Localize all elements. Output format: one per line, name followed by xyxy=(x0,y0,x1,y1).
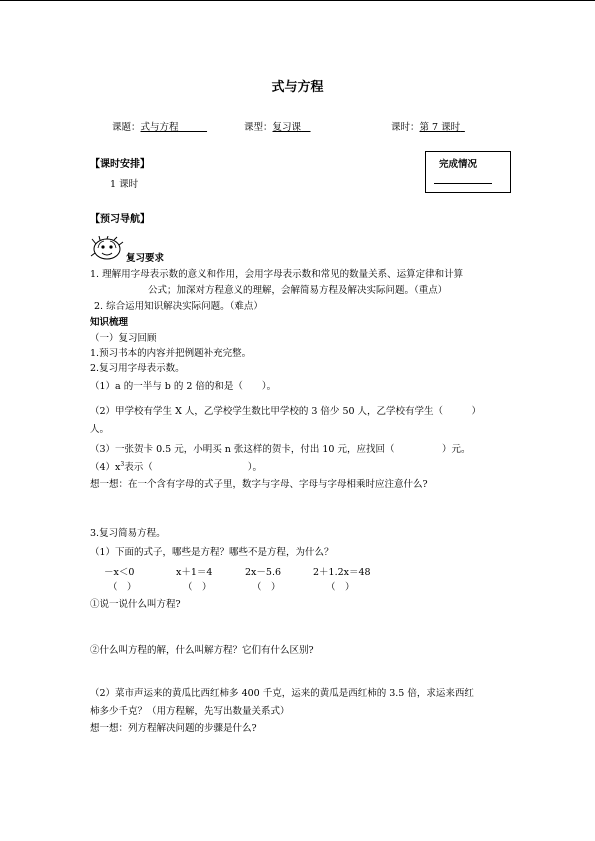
schedule-heading: 【课时安排】 xyxy=(90,159,150,170)
think-2: 想一想：列方程解决问题的步骤是什么? xyxy=(90,723,257,734)
question-2-line-1: （2）甲学校有学生 X 人，乙学校学生数比甲学校的 3 倍少 50 人，乙学校有学生（ ） xyxy=(90,406,482,417)
completion-box xyxy=(425,151,511,193)
type-field xyxy=(244,123,311,133)
type-value: 复习课 xyxy=(272,122,302,133)
circle-question-1: ①说一说什么叫方程? xyxy=(90,599,181,610)
question-4-prefix: （4）x xyxy=(90,462,121,473)
equation-4-answer: （ ） xyxy=(326,582,355,593)
question-2-line-2: 人。 xyxy=(90,424,110,435)
requirement-1-line-2: 公式；加深对方程意义的理解，会解简易方程及解决实际问题。（重点） xyxy=(148,285,448,296)
period-underline xyxy=(460,122,465,133)
top-rule xyxy=(0,0,595,1)
review-item-1: 1.预习书本的内容并把例题补充完整。 xyxy=(90,348,252,359)
schedule-value: 1 课时 xyxy=(110,179,139,190)
question-4 xyxy=(90,463,262,473)
problem-2-line-2: 柿多少千克？（用方程解，先写出数量关系式） xyxy=(90,706,290,717)
equation-2-answer: （ ） xyxy=(183,582,212,593)
mascot-icon xyxy=(90,236,124,262)
circle-question-2: ②什么叫方程的解，什么叫解方程？它们有什么区别? xyxy=(90,645,314,656)
equation-1-answer: （ ） xyxy=(108,582,137,593)
equation-1: －x＜0 xyxy=(104,567,135,578)
type-label: 课型： xyxy=(244,122,273,133)
period-value: 第 7 课时 xyxy=(419,122,461,133)
equation-3-answer: （ ） xyxy=(252,582,281,593)
type-underline xyxy=(301,122,311,133)
period-field xyxy=(391,123,465,133)
period-label: 课时： xyxy=(391,122,420,133)
requirements-title: 复习要求 xyxy=(126,253,165,264)
question-3: （3）一张贺卡 0.5 元，小明买 n 张这样的贺卡，付出 10 元，应找回（ ）元。 xyxy=(90,444,471,455)
review-item-2: 2.复习用字母表示数。 xyxy=(90,363,185,374)
knowledge-heading: 知识梳理 xyxy=(90,317,129,328)
subject-value: 式与方程 xyxy=(140,122,179,133)
question-1: （1）a 的一半与 b 的 2 倍的和是（ ）。 xyxy=(90,381,277,392)
page-title: 式与方程 xyxy=(271,80,324,95)
requirement-2: 2. 综合运用知识解决实际问题。（难点） xyxy=(94,301,263,312)
equation-2: x＋1＝4 xyxy=(176,567,213,578)
subject-label: 课题： xyxy=(112,122,141,133)
think-1: 想一想：在一个含有字母的式子里，数字与字母、字母与字母相乘时应注意什么? xyxy=(90,479,428,490)
subject-underline xyxy=(179,122,208,133)
review-item-3: 3.复习简易方程。 xyxy=(90,528,166,539)
question-4-suffix: 表示（ ）。 xyxy=(124,462,262,473)
equation-question: （1）下面的式子，哪些是方程？哪些不是方程，为什么？ xyxy=(90,547,334,558)
requirement-1-line-1: 1. 理解用字母表示数的意义和作用，会用字母表示数和常见的数量关系、运算定律和计算 xyxy=(90,269,464,280)
question-4-exponent: 3 xyxy=(120,461,125,468)
completion-blank xyxy=(434,183,492,184)
problem-2-line-1: （2）菜市声运来的黄瓜比西红柿多 400 千克，运来的黄瓜是西红柿的 3.5 倍，求运来西红 xyxy=(90,688,474,699)
preview-heading: 【预习导航】 xyxy=(90,214,150,225)
equation-4: 2＋1.2x＝48 xyxy=(313,567,371,578)
subject-field xyxy=(112,123,207,133)
completion-label: 完成情况 xyxy=(439,159,478,170)
review-section: （一）复习回顾 xyxy=(90,333,157,344)
equation-3: 2x－5.6 xyxy=(245,567,282,578)
